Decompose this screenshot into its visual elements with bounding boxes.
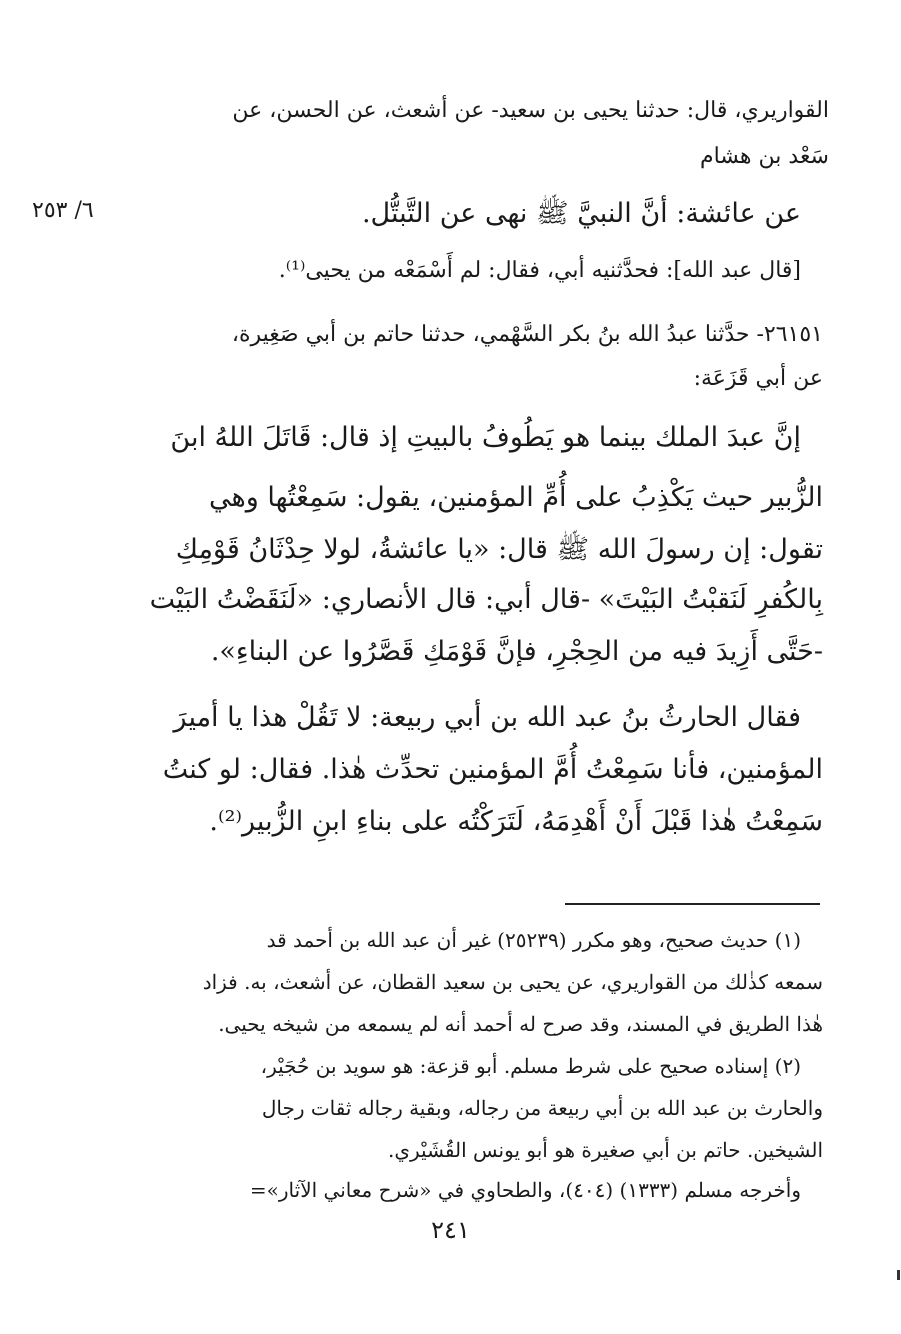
- matn-line-5: -حَتَّى أَزِيدَ فيه من الحِجْرِ، فإنَّ قَوْمَكِ قَصَّرُوا عن البناءِ».: [210, 636, 823, 667]
- matn-line-3: تقول: إن رسولَ الله ﷺ قال: «يا عائشةُ، لولا حِدْثَانُ قَوْمِكِ: [175, 534, 823, 565]
- matn-line-2: الزُّبير حيث يَكْذِبُ على أُمِّ المؤمنين، يقول: سَمِعْتُها وهي: [209, 482, 823, 513]
- footnote-1-line-3: هٰذا الطريق في المسند، وقد صرح له أحمد أنه لم يسمعه من شيخه يحيى.: [218, 1012, 823, 1036]
- footnote-2-line-2: والحارث بن عبد الله بن أبي ربيعة من رجاله، وبقية رجاله ثقات رجال: [261, 1096, 823, 1120]
- isnad-line-1: ٢٦١٥١- حدَّثنا عبدُ الله بنُ بكر السَّهْمي، حدثنا حاتم بن أبي صَغِيرة،: [231, 322, 823, 347]
- hadith-matn-line: عن عائشة: أنَّ النبيَّ ﷺ نهى عن التَّبتُّل.: [361, 198, 801, 229]
- isnad-line-2: عن أبي قَزَعَة:: [693, 366, 823, 391]
- response-line-2: المؤمنين، فأنا سَمِعْتُ أُمَّ المؤمنين تحدِّث هٰذا. فقال: لو كنتُ: [162, 754, 823, 785]
- footnote-2-line-3: الشيخين. حاتم بن أبي صغيرة هو أبو يونس القُشَيْري.: [388, 1138, 823, 1162]
- scan-edge-mark: [897, 1270, 900, 1280]
- matn-line-1: إنَّ عبدَ الملك بينما هو يَطُوفُ بالبيتِ إذ قال: قَاتَلَ اللهُ ابنَ: [170, 422, 801, 453]
- upper-text-line-1: القواريري، قال: حدثنا يحيى بن سعيد- عن أشعث، عن الحسن، عن: [232, 98, 829, 123]
- page-number: ٢٤١: [431, 1216, 470, 1244]
- response-line-1: فقال الحارثُ بنُ عبد الله بن أبي ربيعة: لا تَقُلْ هذا يا أميرَ: [173, 702, 801, 733]
- footnote-separator: [565, 903, 820, 905]
- footnote-1-line-2: سمعه كذٰلك من القواريري، عن يحيى بن سعيد القطان، عن أشعث، به. فزاد: [202, 970, 823, 994]
- response-line-3: سَمِعْتُ هٰذا قَبْلَ أَنْ أَهْدِمَهُ، لَتَرَكْتُه على بناءِ ابنِ الزُّبير⁽²⁾.: [209, 806, 823, 837]
- footnote-1-line-1: (١) حديث صحيح، وهو مكرر (٢٥٢٣٩) غير أن عبد الله بن أحمد قد: [266, 928, 801, 952]
- matn-line-4: بِالكُفرِ لَنَقبْتُ البَيْتَ» -قال أبي: قال الأنصاري: «لَنَقَضْتُ البَيْت: [149, 584, 823, 615]
- editor-note-line: [قال عبد الله]: فحدَّثنيه أبي، فقال: لم أَسْمَعْه من يحيى⁽¹⁾.: [278, 258, 801, 283]
- marginal-volume-page-ref: ٦/ ٢٥٣: [32, 198, 94, 223]
- footnote-2-line-4: وأخرجه مسلم (١٣٣٣) (٤٠٤)، والطحاوي في «شرح معاني الآثار»=: [249, 1178, 801, 1202]
- footnote-2-line-1: (٢) إسناده صحيح على شرط مسلم. أبو قزعة: هو سويد بن حُجَيْر،: [260, 1054, 801, 1078]
- upper-text-line-2: سَعْد بن هشام: [699, 144, 829, 169]
